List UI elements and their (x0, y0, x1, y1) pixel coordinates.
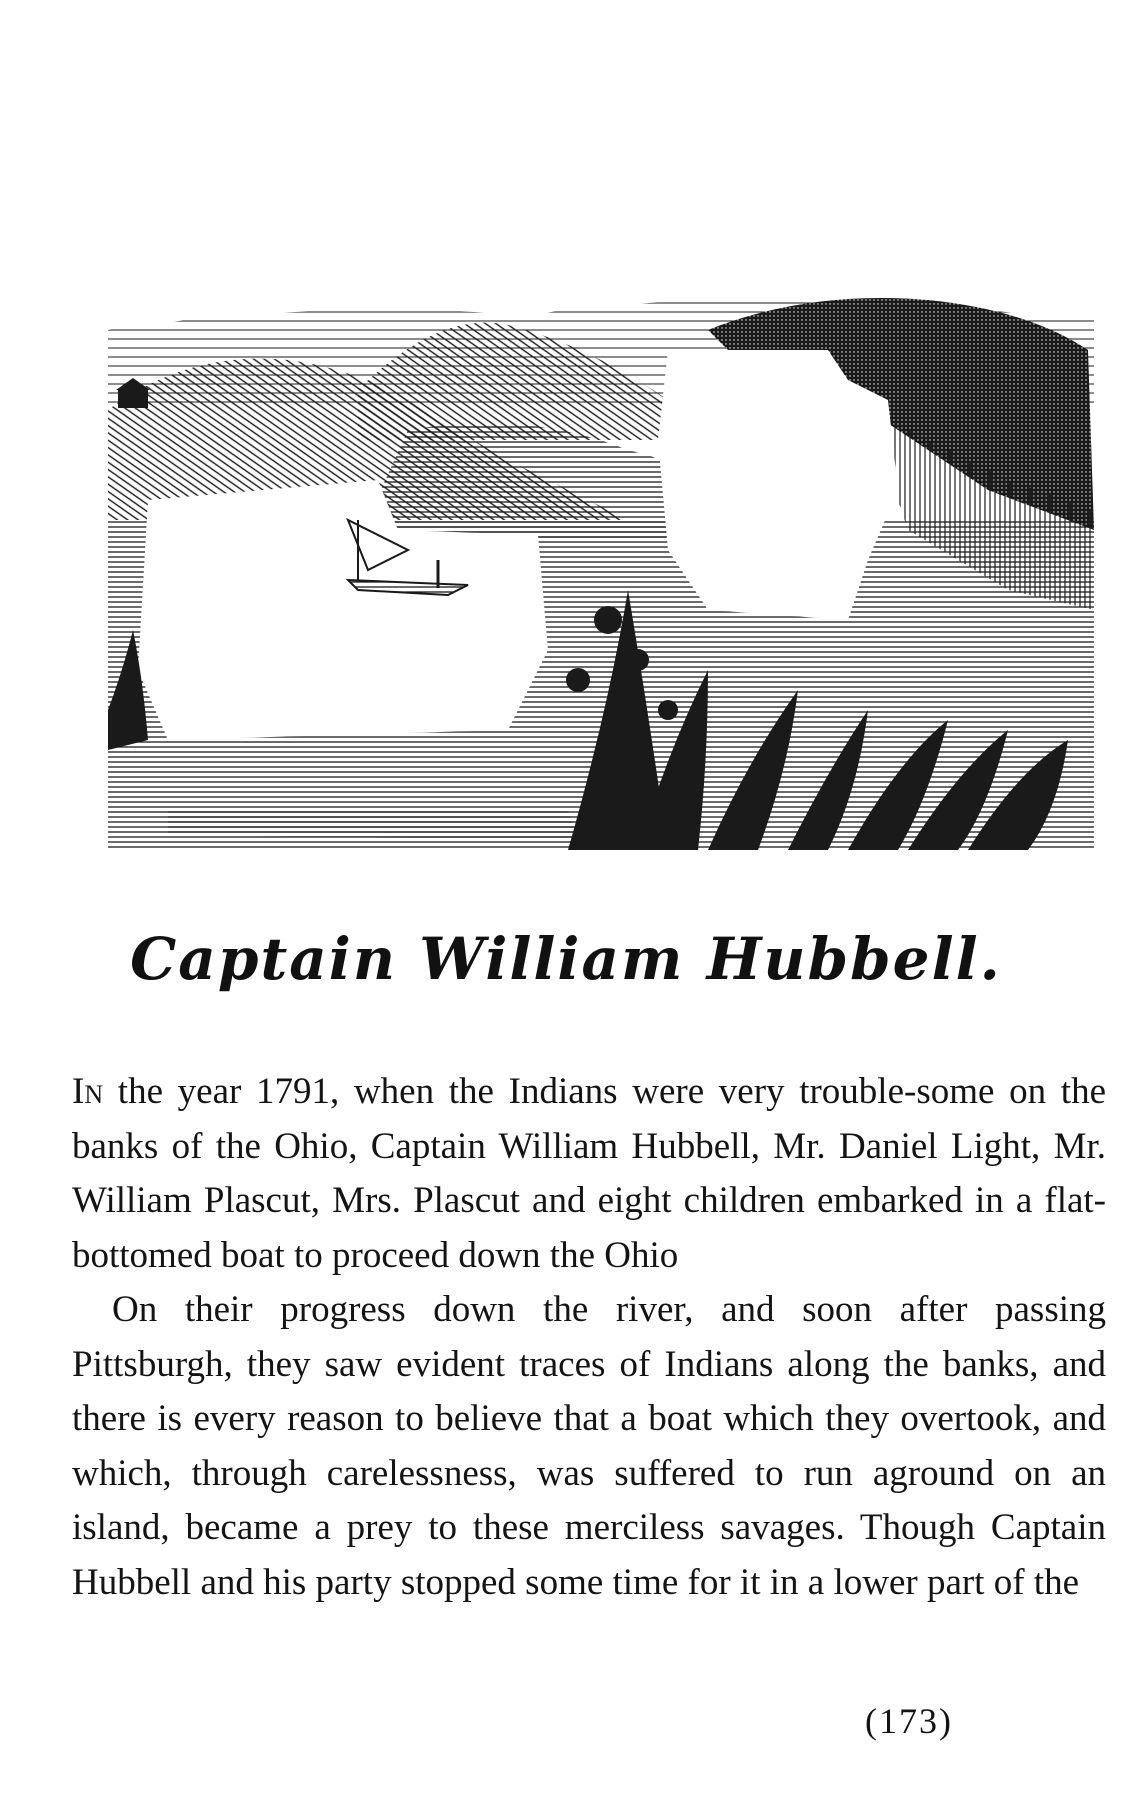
woodcut-illustration (108, 290, 1094, 880)
paragraph-1-text: the year 1791, when the Indians were very trouble-some on the banks of the Ohio, Captain William Hubbell, Mr. Daniel Light, Mr. William Plascut, Mrs. Plascut and eight children embarked in a flat-bottomed boat to proceed down the Ohio (72, 1071, 1106, 1276)
bottom-edge (168, 810, 578, 840)
page-number: (173) (865, 1701, 953, 1741)
body-text (72, 1065, 1106, 1610)
river-landscape-engraving (108, 290, 1094, 880)
paragraph-1 (72, 1065, 1106, 1283)
chapter-title: Captain William Hubbell. (130, 925, 1002, 993)
drop-lead: In (72, 1071, 104, 1112)
paragraph-2: On their progress down the river, and soon after passing Pittsburgh, they saw evident traces of Indians along the banks, and there is every reason to believe that a boat which they overtook, and which, through carelessness, was suffered to run aground on an island, became a prey to these merciless savages. Though Captain Hubbell and his party stopped some time for it in a lower part of the (72, 1289, 1106, 1603)
